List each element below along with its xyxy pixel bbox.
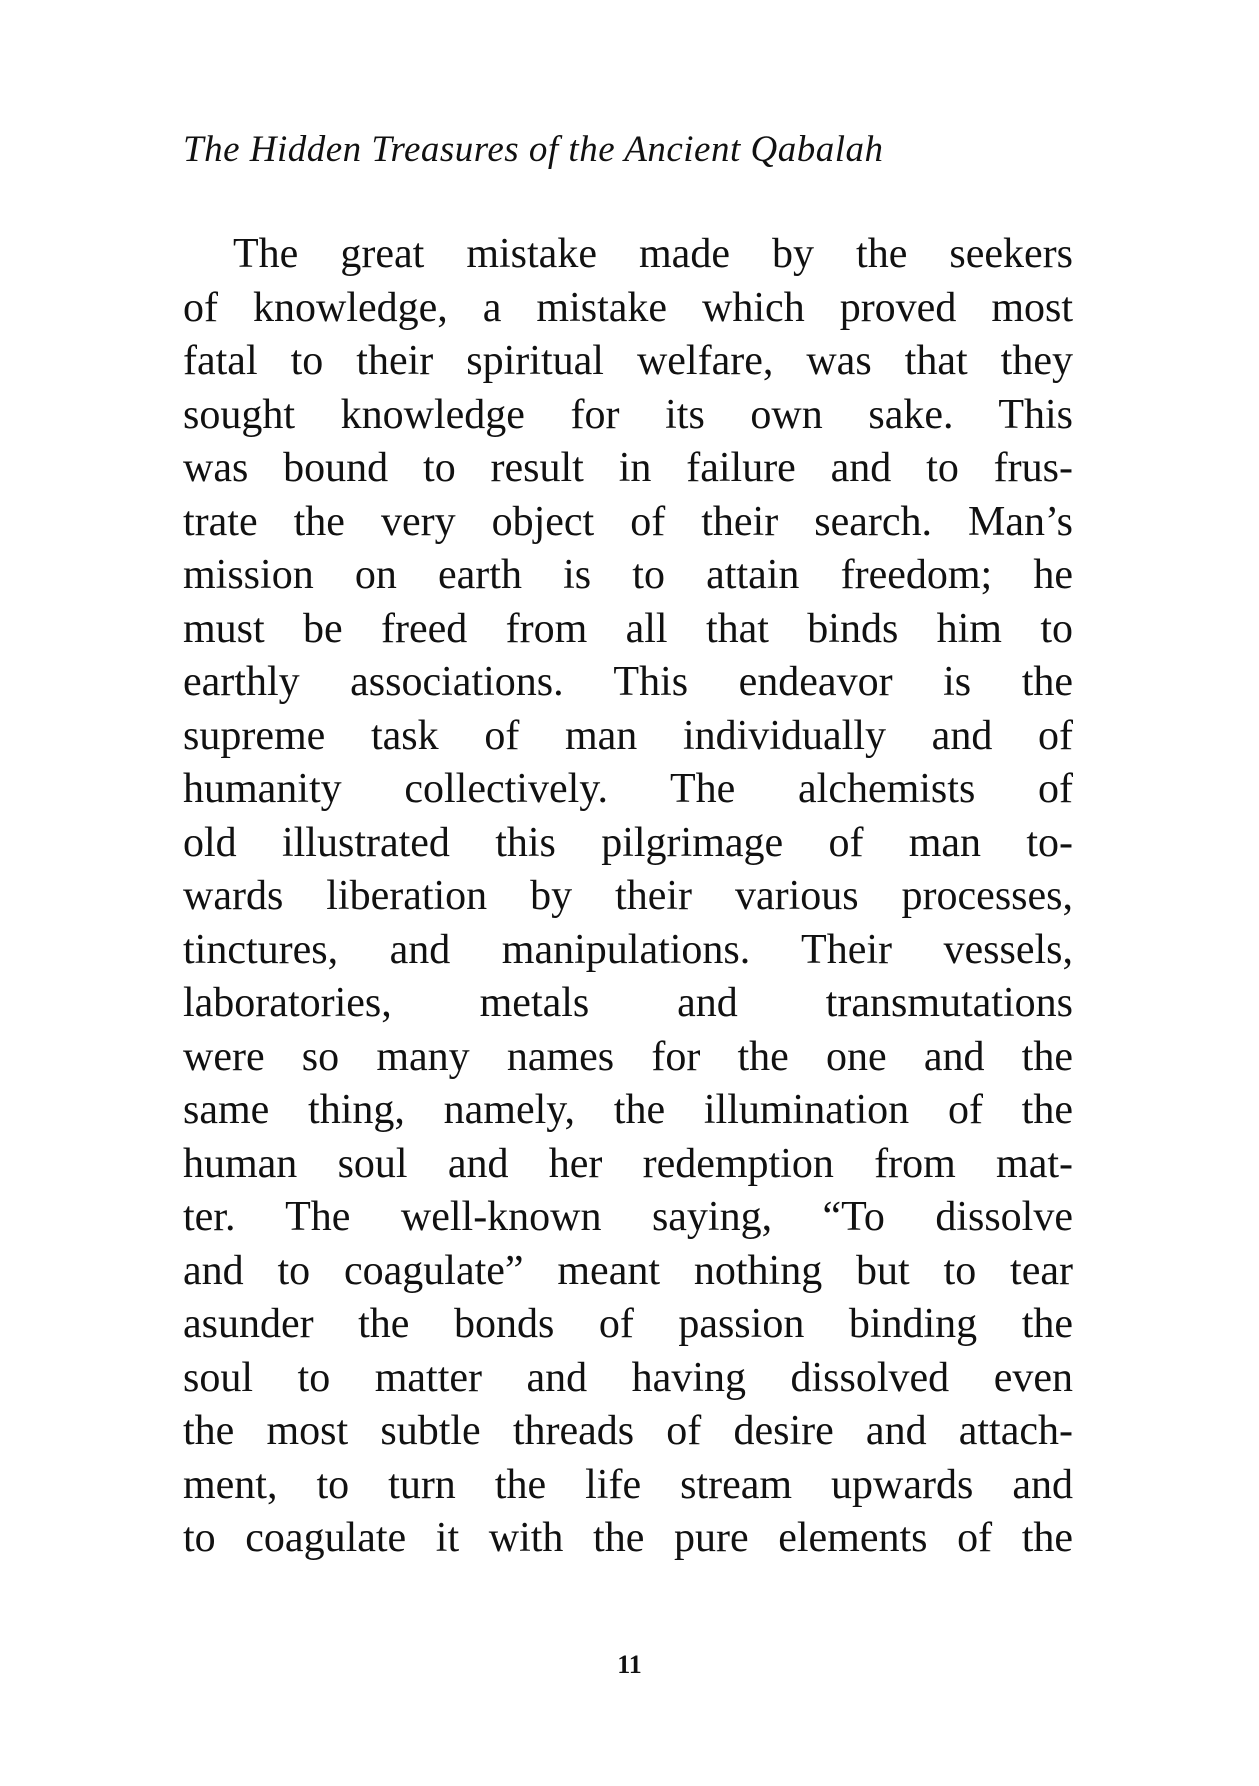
text-line: ment, to turn the life stream upwards and — [183, 1461, 1073, 1508]
text-line: supreme task of man individually and of — [183, 712, 1073, 759]
text-line: old illustrated this pilgrimage of man to- — [183, 819, 1073, 866]
text-line: of knowledge, a mistake which proved most — [183, 284, 1073, 331]
text-line: soul to matter and having dissolved even — [183, 1354, 1073, 1401]
running-head: The Hidden Treasures of the Ancient Qabalah — [183, 129, 884, 170]
text-line: sought knowledge for its own sake. This — [183, 391, 1073, 438]
text-line: fatal to their spiritual welfare, was that they — [183, 338, 1073, 384]
text-line: was bound to result in failure and to frus- — [183, 445, 1073, 491]
text-line: were so many names for the one and the — [183, 1033, 1073, 1080]
text-line: same thing, namely, the illumination of the — [183, 1087, 1073, 1133]
page-number: 11 — [617, 1650, 642, 1679]
text-line: mission on earth is to attain freedom; he — [183, 552, 1073, 598]
text-line: ter. The well-known saying, “To dissolve — [183, 1194, 1073, 1240]
text-line: must be freed from all that binds him to — [183, 605, 1073, 652]
text-line: trate the very object of their search. Man’s — [183, 498, 1073, 545]
text-line: the most subtle threads of desire and attach- — [183, 1408, 1073, 1454]
text-line: humanity collectively. The alchemists of — [183, 766, 1073, 812]
text-line: laboratories, metals and transmutations — [183, 980, 1073, 1026]
text-line: earthly associations. This endeavor is the — [183, 659, 1073, 705]
text-line: wards liberation by their various processes, — [183, 873, 1073, 919]
text-line: asunder the bonds of passion binding the — [183, 1301, 1073, 1347]
text-line: human soul and her redemption from mat- — [183, 1140, 1073, 1187]
text-line: and to coagulate” meant nothing but to tear — [183, 1247, 1073, 1294]
text-line: to coagulate it with the pure elements of the — [183, 1515, 1073, 1561]
body-paragraph — [183, 228, 1073, 1566]
text-line: tinctures, and manipulations. Their vessels, — [183, 926, 1073, 973]
text-line: The great mistake made by the seekers — [233, 231, 1073, 277]
